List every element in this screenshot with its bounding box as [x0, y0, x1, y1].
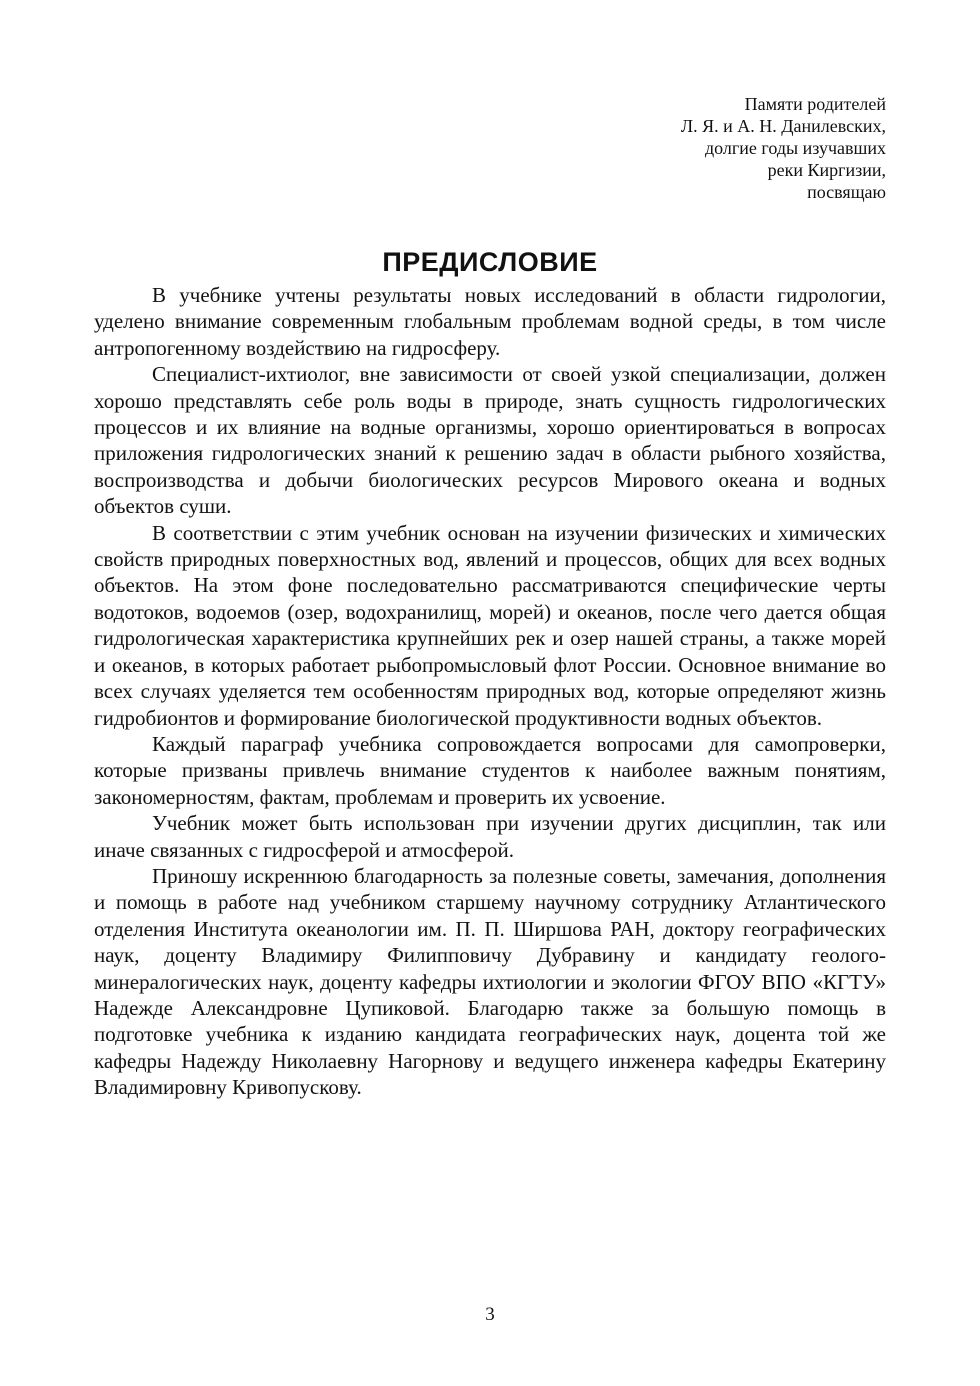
paragraph: Приношу искреннюю благодарность за полезные советы, замечания, дополнения и помощь в работе над учебником старшему научному сотруднику Атлантического отделения Института океанологии им. П. П. Ширшова РАН, доктору географических наук, доценту Владимиру Филипповичу Дубравину и кандидату геолого-минералогических наук, доценту кафедры ихтиологии и экологии ФГОУ ВПО «КГТУ» Надежде Александровне Цупиковой. Благодарю также за большую помощь в подготовке учебника к изданию кандидата географических наук, доцента той же кафедры Надежду Николаевну Нагорнову и ведущего инженера кафедры Екатерину Владимировну Кривопускову. [94, 863, 886, 1100]
paragraph: В соответствии с этим учебник основан на изучении физических и химических свойств природных поверхностных вод, явлений и процессов, общих для всех водных объектов. На этом фоне последовательно рассматриваются специфические черты водотоков, водоемов (озер, водохранилищ, морей) и океанов, после чего дается общая гидрологическая характеристика крупнейших рек и озер нашей страны, а также морей и океанов, в которых работает рыбопромысловый флот России. Основное внимание во всех случаях уделяется тем особенностям природных вод, которые определяют жизнь гидробионтов и формирование биологической продуктивности водных объектов. [94, 520, 886, 730]
dedication-line: реки Киргизии, [767, 160, 886, 180]
dedication-line: долгие годы изучавших [705, 138, 886, 158]
dedication-line: посвящаю [807, 182, 886, 202]
dedication-line: Л. Я. и А. Н. Данилевских, [680, 116, 886, 136]
page-number: 3 [485, 1304, 495, 1325]
paragraph: В учебнике учтены результаты новых исследований в области гидрологии, уделено внимание современным глобальным проблемам водной среды, в том числе антропогенному воздействию на гидросферу. [94, 283, 886, 360]
dedication-line: Памяти родителей [744, 94, 886, 114]
preface-body [94, 282, 886, 1101]
paragraph: Учебник может быть использован при изучении других дисциплин, так или иначе связанных с гидросферой и атмосферой. [94, 811, 886, 862]
paragraph: Специалист-ихтиолог, вне зависимости от своей узкой специализации, должен хорошо представлять себе роль воды в природе, знать сущность гидрологических процессов и их влияние на водные организмы, хорошо ориентироваться в вопросах приложения гидрологических знаний к решению задач в области рыбного хозяйства, воспроизводства и добычи биологических ресурсов Мирового океана и водных объектов суши. [94, 362, 886, 519]
paragraph: Каждый параграф учебника сопровождается вопросами для самопроверки, которые призваны привлечь внимание студентов к наиболее важным понятиям, закономерностям, фактам, проблемам и проверить их усвоение. [94, 731, 886, 809]
page-title: ПРЕДИСЛОВИЕ [382, 247, 598, 278]
dedication [466, 93, 886, 203]
